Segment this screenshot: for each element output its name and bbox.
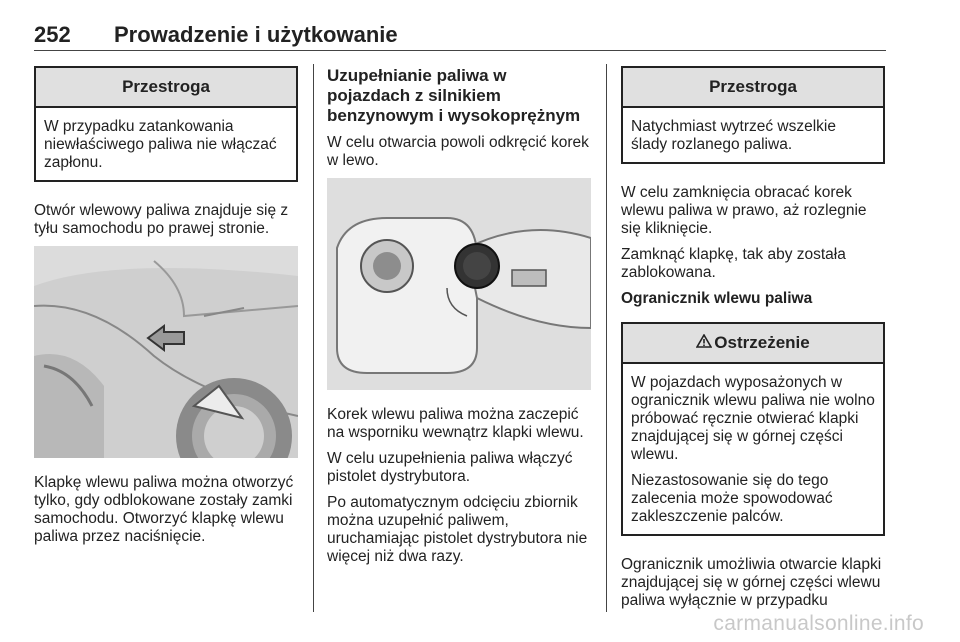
paragraph: W celu zamknięcia obracać korek wlewu paliwa w prawo, aż rozlegnie się kliknięcie. [621, 184, 867, 237]
warning-triangle-icon [696, 324, 712, 362]
watermark: carmanualsonline.info [713, 612, 924, 635]
fuel-cap-illustration [327, 178, 591, 390]
car-rear-fuel-flap-illustration [34, 246, 298, 458]
warning-text: Niezastosowanie się do tego zalecenia może spowodować zakleszczenie palców. [631, 472, 833, 525]
page-header [34, 22, 886, 51]
paragraph: Klapkę wlewu paliwa można otworzyć tylko, gdy odblokowane zostały zamki samochodu. Otworzyć klapkę wlewu paliwa przez naciśnięcie. [34, 474, 294, 545]
column-divider [606, 64, 607, 612]
paragraph: Korek wlewu paliwa można zaczepić na wsporniku wewnątrz klapki wlewu. [327, 406, 584, 441]
caution-box [34, 66, 298, 182]
paragraph: Otwór wlewowy paliwa znajduje się z tyłu samochodu po prawej stronie. [34, 202, 289, 237]
caution-text: Natychmiast wytrzeć wszelkie ślady rozlanego paliwa. [631, 118, 836, 153]
paragraph: Ogranicznik umożliwia otwarcie klapki znajdującej się w górnej części wlewu paliwa wyłącznie w przypadku [621, 556, 882, 609]
paragraph: W celu otwarcia powoli odkręcić korek w lewo. [327, 134, 589, 169]
section-heading: Uzupełnianie paliwa w pojazdach z silnikiem benzynowym i wysokoprężnym [327, 66, 581, 125]
subheading: Ogranicznik wlewu paliwa [621, 290, 813, 307]
caution-text: W przypadku zatankowania niewłaściwego paliwa nie włączać zapłonu. [44, 118, 277, 171]
column-divider [313, 64, 314, 612]
warning-header [623, 324, 883, 364]
paragraph: Po automatycznym odcięciu zbiornik można uzupełnić paliwem, uruchamiając pistolet dystrybutora nie więcej niż dwa razy. [327, 494, 588, 565]
caution-title: Przestroga [623, 68, 883, 108]
caution-box [621, 66, 885, 164]
page-number: 252 [34, 22, 71, 47]
warning-title: Ostrzeżenie [714, 333, 810, 352]
caution-title: Przestroga [36, 68, 296, 108]
column-2 [327, 66, 591, 574]
paragraph: W celu uzupełnienia paliwa włączyć pistolet dystrybutora. [327, 450, 573, 485]
paragraph: Zamknąć klapkę, tak aby została zablokowana. [621, 246, 846, 281]
warning-box [621, 322, 885, 536]
page-title: Prowadzenie i użytkowanie [114, 22, 398, 47]
column-3 [621, 66, 885, 618]
column-1 [34, 66, 298, 554]
warning-text: W pojazdach wyposażonych w ogranicznik wlewu paliwa nie wolno próbować ręcznie otwierać klapki znajdującej się w górnej części wlewu. [631, 374, 875, 463]
